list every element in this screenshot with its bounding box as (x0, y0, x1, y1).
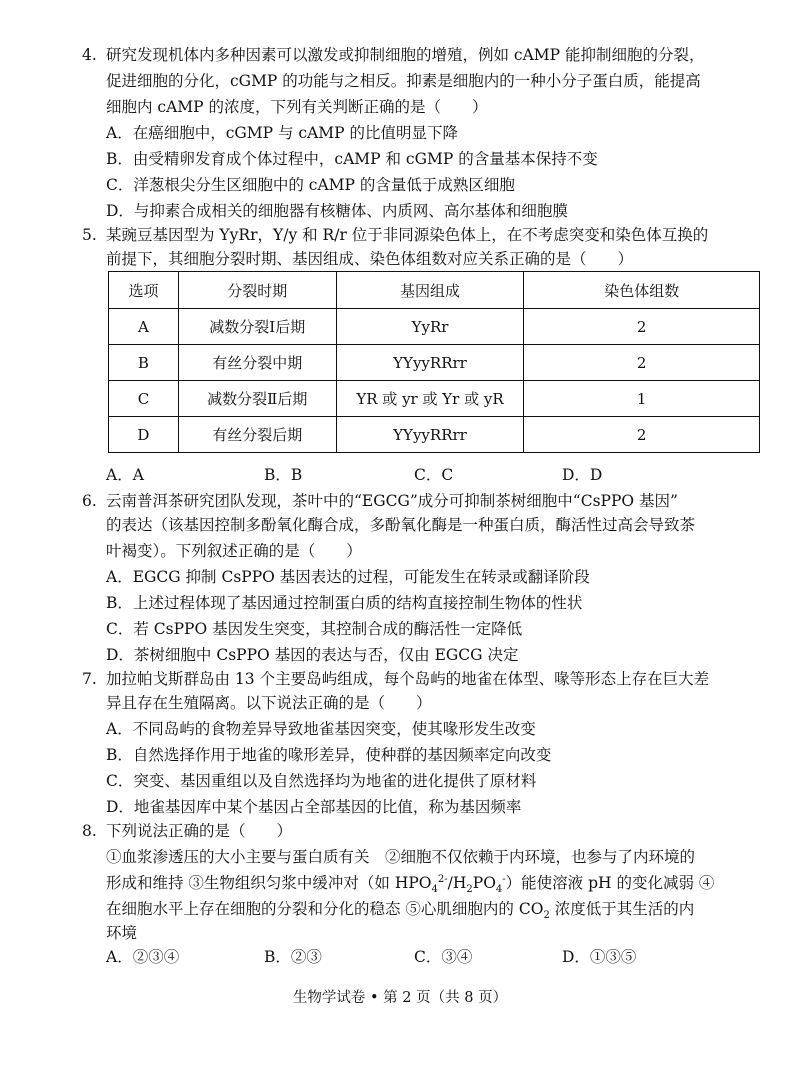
question-4-stem-line-1: 4. 研究发现机体内多种因素可以激发或抑制细胞的增殖，例如 cAMP 能抑制细胞的分裂， (82, 46, 705, 64)
table-header-cell: 分裂时期 (178, 272, 336, 309)
table-cell: A (109, 309, 179, 345)
table-cell: 减数分裂Ⅱ后期 (178, 381, 336, 417)
question-8-statement-line-2: 形成和维持 ③生物组织匀浆中缓冲对（如 $HPO_4^{2-}/H_2PO_4^-$）能使溶液 pH 的变化减弱 ④ (106, 873, 715, 896)
question-4-stem-line-2: 促进细胞的分化，cGMP 的功能与之相反。抑素是细胞内的一种小分子蛋白质，能提高 (106, 72, 701, 90)
question-8-options (0, 946, 800, 968)
question-5-option-d: D．D (562, 466, 603, 484)
question-number: 7. (82, 670, 97, 688)
question-4-stem-line-3: 细胞内 cAMP 的浓度，下列有关判断正确的是（ ） (106, 98, 488, 116)
question-4-option-c: C．洋葱根尖分生区细胞中的 cAMP 的含量低于成熟区细胞 (106, 176, 515, 194)
table-cell: 1 (524, 381, 760, 417)
table-cell: 2 (524, 417, 760, 453)
question-8-option-a: A．②③④ (106, 948, 180, 966)
question-number: 4. (82, 46, 97, 64)
table-cell: D (109, 417, 179, 453)
question-6-stem-line-3: 叶褐变）。下列叙述正确的是（ ） (106, 542, 362, 560)
table-header-row (109, 272, 760, 309)
question-6-option-b: B．上述过程体现了基因通过控制蛋白质的结构直接控制生物体的性状 (106, 594, 583, 612)
question-8-option-c: C．③④ (414, 948, 473, 966)
table-cell: YYyyRRrr (336, 345, 524, 381)
table-header-cell: 基因组成 (336, 272, 524, 309)
question-5-options (0, 464, 800, 486)
question-5-stem-line-2: 前提下，其细胞分裂时期、基因组成、染色体组数对应关系正确的是（ ） (106, 250, 634, 268)
table-cell: YYyyRRrr (336, 417, 524, 453)
table-header-cell: 选项 (109, 272, 179, 309)
question-number: 8. (82, 822, 97, 840)
table-cell: YyRr (336, 309, 524, 345)
question-5-option-c: C．C (414, 466, 454, 484)
question-8-statement-line-1: ①血浆渗透压的大小主要与蛋白质有关 ②细胞不仅依赖于内环境，也参与了内环境的 (106, 848, 696, 866)
question-6-option-c: C．若 CsPPO 基因发生突变，其控制合成的酶活性一定降低 (106, 620, 523, 638)
question-7-option-a: A．不同岛屿的食物差异导致地雀基因突变，使其喙形发生改变 (106, 720, 536, 738)
genotype-table (108, 271, 760, 453)
table-cell: B (109, 345, 179, 381)
table-row (109, 417, 760, 453)
question-7-stem-line-1: 7. 加拉帕戈斯群岛由 13 个主要岛屿组成，每个岛屿的地雀在体型、喙等形态上存在巨大差 (82, 670, 710, 688)
table-cell: 2 (524, 309, 760, 345)
question-7-option-c: C．突变、基因重组以及自然选择均为地雀的进化提供了原材料 (106, 772, 537, 790)
question-4-option-a: A．在癌细胞中，cGMP 与 cAMP 的比值明显下降 (106, 124, 459, 142)
question-4-option-b: B．由受精卵发育成个体过程中，cAMP 和 cGMP 的含量基本保持不变 (106, 150, 598, 168)
table-row (109, 309, 760, 345)
question-6-option-d: D．茶树细胞中 CsPPO 基因的表达与否，仅由 EGCG 决定 (106, 646, 519, 664)
table-row (109, 381, 760, 417)
question-8-option-d: D．①③⑤ (562, 948, 637, 966)
question-8-option-b: B．②③ (264, 948, 322, 966)
page-footer: 生物学试卷 • 第 2 页（共 8 页） (292, 990, 508, 1006)
table-cell: YR 或 yr 或 Yr 或 yR (336, 381, 524, 417)
question-8-stem: 8. 下列说法正确的是（ ） (82, 822, 293, 840)
question-5-option-b: B．B (264, 466, 303, 484)
table-cell: 减数分裂Ⅰ后期 (178, 309, 336, 345)
question-7-option-b: B．自然选择作用于地雀的喙形差异，使种群的基因频率定向改变 (106, 746, 552, 764)
table-header-cell: 染色体组数 (524, 272, 760, 309)
question-6-option-a: A．EGCG 抑制 CsPPO 基因表达的过程，可能发生在转录或翻译阶段 (106, 568, 590, 586)
table-cell: C (109, 381, 179, 417)
question-7-option-d: D．地雀基因库中某个基因占全部基因的比值，称为基因频率 (106, 798, 522, 816)
table-row (109, 345, 760, 381)
question-6-stem-line-1: 6. 云南普洱茶研究团队发现，茶叶中的“EGCG”成分可抑制茶树细胞中“CsPPO 基因” (82, 492, 678, 510)
table-cell: 有丝分裂后期 (178, 417, 336, 453)
table-cell: 有丝分裂中期 (178, 345, 336, 381)
table-cell: 2 (524, 345, 760, 381)
question-6-stem-line-2: 的表达（该基因控制多酚氧化酶合成，多酚氧化酶是一种蛋白质，酶活性过高会导致茶 (106, 516, 696, 534)
question-number: 5. (82, 226, 97, 244)
question-8-statement-line-4: 环境 (106, 924, 138, 942)
question-7-stem-line-2: 异且存在生殖隔离。以下说法正确的是（ ） (106, 694, 432, 712)
question-8-statement-line-3: 在细胞水平上存在细胞的分裂和分化的稳态 ⑤心肌细胞内的 $CO_2$ 浓度低于其生活的内 (106, 900, 695, 922)
question-number: 6. (82, 492, 97, 510)
question-5-stem-line-1: 5. 某豌豆基因型为 YyRr，Y/y 和 R/r 位于非同源染色体上，在不考虑突变和染色体互换的 (82, 226, 709, 244)
question-4-option-d: D．与抑素合成相关的细胞器有核糖体、内质网、高尔基体和细胞膜 (106, 202, 568, 220)
question-5-option-a: A．A (106, 466, 144, 484)
